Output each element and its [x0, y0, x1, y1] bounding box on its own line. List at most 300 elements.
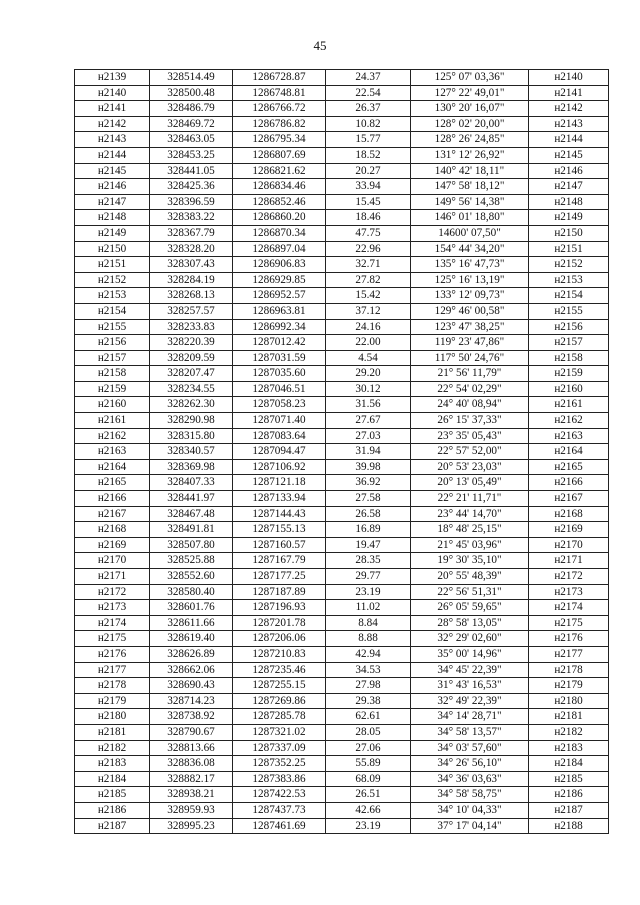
table-row — [75, 693, 609, 709]
x-coordinate-cell: 328262.30 — [150, 397, 233, 413]
bearing-cell: 154° 44' 34,20" — [411, 241, 529, 257]
point-from-cell: н2163 — [75, 444, 150, 460]
point-to-cell: н2180 — [529, 693, 609, 709]
x-coordinate-cell: 328340.57 — [150, 444, 233, 460]
point-to-cell: н2166 — [529, 475, 609, 491]
point-from-cell: н2141 — [75, 101, 150, 117]
distance-cell: 27.98 — [326, 678, 411, 694]
x-coordinate-cell: 328619.40 — [150, 631, 233, 647]
point-to-cell: н2149 — [529, 210, 609, 226]
table-row — [75, 569, 609, 585]
bearing-cell: 117° 50' 24,76" — [411, 350, 529, 366]
distance-cell: 11.02 — [326, 600, 411, 616]
bearing-cell: 18° 48' 25,15" — [411, 522, 529, 538]
point-to-cell: н2171 — [529, 553, 609, 569]
table-row — [75, 600, 609, 616]
y-coordinate-cell: 1286906.83 — [233, 257, 326, 273]
y-coordinate-cell: 1287133.94 — [233, 491, 326, 507]
distance-cell: 19.47 — [326, 537, 411, 553]
distance-cell: 62.61 — [326, 709, 411, 725]
y-coordinate-cell: 1287187.89 — [233, 584, 326, 600]
bearing-cell: 20° 13' 05,49" — [411, 475, 529, 491]
distance-cell: 26.37 — [326, 101, 411, 117]
y-coordinate-cell: 1287461.69 — [233, 818, 326, 834]
table-row — [75, 413, 609, 429]
distance-cell: 68.09 — [326, 771, 411, 787]
point-from-cell: н2178 — [75, 678, 150, 694]
bearing-cell: 127° 22' 49,01" — [411, 85, 529, 101]
distance-cell: 16.89 — [326, 522, 411, 538]
point-from-cell: н2155 — [75, 319, 150, 335]
point-to-cell: н2187 — [529, 802, 609, 818]
y-coordinate-cell: 1286786.82 — [233, 116, 326, 132]
table-row — [75, 319, 609, 335]
point-to-cell: н2178 — [529, 662, 609, 678]
point-from-cell: н2162 — [75, 428, 150, 444]
point-from-cell: н2157 — [75, 350, 150, 366]
distance-cell: 15.42 — [326, 288, 411, 304]
y-coordinate-cell: 1286952.57 — [233, 288, 326, 304]
page-number: 45 — [313, 38, 327, 53]
table-row — [75, 366, 609, 382]
bearing-cell: 128° 02' 20,00" — [411, 116, 529, 132]
table-row — [75, 70, 609, 86]
table-row — [75, 818, 609, 834]
point-to-cell: н2153 — [529, 272, 609, 288]
y-coordinate-cell: 1287201.78 — [233, 615, 326, 631]
bearing-cell: 34° 03' 57,60" — [411, 740, 529, 756]
distance-cell: 22.00 — [326, 335, 411, 351]
distance-cell: 27.82 — [326, 272, 411, 288]
table-row — [75, 397, 609, 413]
bearing-cell: 35° 00' 14,96" — [411, 646, 529, 662]
x-coordinate-cell: 328257.57 — [150, 303, 233, 319]
y-coordinate-cell: 1287167.79 — [233, 553, 326, 569]
x-coordinate-cell: 328552.60 — [150, 569, 233, 585]
table-row — [75, 210, 609, 226]
y-coordinate-cell: 1287321.02 — [233, 724, 326, 740]
point-to-cell: н2185 — [529, 771, 609, 787]
table-row — [75, 147, 609, 163]
y-coordinate-cell: 1287210.83 — [233, 646, 326, 662]
table-row — [75, 802, 609, 818]
bearing-cell: 34° 45' 22,39" — [411, 662, 529, 678]
point-from-cell: н2177 — [75, 662, 150, 678]
distance-cell: 29.38 — [326, 693, 411, 709]
distance-cell: 31.56 — [326, 397, 411, 413]
point-from-cell: н2153 — [75, 288, 150, 304]
y-coordinate-cell: 1286821.62 — [233, 163, 326, 179]
bearing-cell: 22° 57' 52,00" — [411, 444, 529, 460]
bearing-cell: 34° 36' 03,63" — [411, 771, 529, 787]
x-coordinate-cell: 328500.48 — [150, 85, 233, 101]
distance-cell: 24.37 — [326, 70, 411, 86]
point-from-cell: н2182 — [75, 740, 150, 756]
point-to-cell: н2170 — [529, 537, 609, 553]
point-to-cell: н2144 — [529, 132, 609, 148]
table-row — [75, 756, 609, 772]
table-row — [75, 444, 609, 460]
bearing-cell: 21° 56' 11,79" — [411, 366, 529, 382]
point-from-cell: н2159 — [75, 381, 150, 397]
point-to-cell: н2160 — [529, 381, 609, 397]
distance-cell: 39.98 — [326, 459, 411, 475]
point-to-cell: н2154 — [529, 288, 609, 304]
point-from-cell: н2179 — [75, 693, 150, 709]
x-coordinate-cell: 328467.48 — [150, 506, 233, 522]
table-row — [75, 459, 609, 475]
distance-cell: 20.27 — [326, 163, 411, 179]
table-row — [75, 724, 609, 740]
x-coordinate-cell: 328407.33 — [150, 475, 233, 491]
distance-cell: 15.77 — [326, 132, 411, 148]
point-from-cell: н2142 — [75, 116, 150, 132]
point-to-cell: н2158 — [529, 350, 609, 366]
point-to-cell: н2188 — [529, 818, 609, 834]
bearing-cell: 128° 26' 24,85" — [411, 132, 529, 148]
bearing-cell: 26° 15' 37,33" — [411, 413, 529, 429]
x-coordinate-cell: 328790.67 — [150, 724, 233, 740]
distance-cell: 30.12 — [326, 381, 411, 397]
point-from-cell: н2140 — [75, 85, 150, 101]
bearing-cell: 119° 23' 47,86" — [411, 335, 529, 351]
bearing-cell: 34° 10' 04,33" — [411, 802, 529, 818]
y-coordinate-cell: 1286870.34 — [233, 225, 326, 241]
bearing-cell: 147° 58' 18,12" — [411, 179, 529, 195]
y-coordinate-cell: 1286728.87 — [233, 70, 326, 86]
distance-cell: 22.96 — [326, 241, 411, 257]
y-coordinate-cell: 1287012.42 — [233, 335, 326, 351]
point-to-cell: н2155 — [529, 303, 609, 319]
point-to-cell: н2165 — [529, 459, 609, 475]
point-to-cell: н2184 — [529, 756, 609, 772]
y-coordinate-cell: 1287235.46 — [233, 662, 326, 678]
point-to-cell: н2161 — [529, 397, 609, 413]
bearing-cell: 135° 16' 47,73" — [411, 257, 529, 273]
y-coordinate-cell: 1287046.51 — [233, 381, 326, 397]
bearing-cell: 31° 43' 16,53" — [411, 678, 529, 694]
point-to-cell: н2145 — [529, 147, 609, 163]
bearing-cell: 146° 01' 18,80" — [411, 210, 529, 226]
point-to-cell: н2142 — [529, 101, 609, 117]
x-coordinate-cell: 328463.05 — [150, 132, 233, 148]
bearing-cell: 34° 58' 58,75" — [411, 787, 529, 803]
x-coordinate-cell: 328882.17 — [150, 771, 233, 787]
point-to-cell: н2168 — [529, 506, 609, 522]
x-coordinate-cell: 328441.97 — [150, 491, 233, 507]
y-coordinate-cell: 1287058.23 — [233, 397, 326, 413]
point-from-cell: н2185 — [75, 787, 150, 803]
point-to-cell: н2163 — [529, 428, 609, 444]
y-coordinate-cell: 1287155.13 — [233, 522, 326, 538]
point-from-cell: н2187 — [75, 818, 150, 834]
bearing-cell: 22° 21' 11,71" — [411, 491, 529, 507]
point-from-cell: н2174 — [75, 615, 150, 631]
table-row — [75, 101, 609, 117]
y-coordinate-cell: 1287106.92 — [233, 459, 326, 475]
bearing-cell: 131° 12' 26,92" — [411, 147, 529, 163]
x-coordinate-cell: 328307.43 — [150, 257, 233, 273]
bearing-cell: 34° 14' 28,71" — [411, 709, 529, 725]
table-row — [75, 335, 609, 351]
point-from-cell: н2173 — [75, 600, 150, 616]
table-body — [75, 70, 609, 834]
point-from-cell: н2156 — [75, 335, 150, 351]
table-row — [75, 272, 609, 288]
distance-cell: 15.45 — [326, 194, 411, 210]
y-coordinate-cell: 1287071.40 — [233, 413, 326, 429]
x-coordinate-cell: 328315.80 — [150, 428, 233, 444]
distance-cell: 28.35 — [326, 553, 411, 569]
y-coordinate-cell: 1287337.09 — [233, 740, 326, 756]
y-coordinate-cell: 1286795.34 — [233, 132, 326, 148]
point-from-cell: н2151 — [75, 257, 150, 273]
distance-cell: 42.94 — [326, 646, 411, 662]
bearing-cell: 129° 46' 00,58" — [411, 303, 529, 319]
x-coordinate-cell: 328525.88 — [150, 553, 233, 569]
table-row — [75, 506, 609, 522]
distance-cell: 8.84 — [326, 615, 411, 631]
table-row — [75, 646, 609, 662]
point-from-cell: н2172 — [75, 584, 150, 600]
bearing-cell: 133° 12' 09,73" — [411, 288, 529, 304]
bearing-cell: 22° 56' 51,31" — [411, 584, 529, 600]
x-coordinate-cell: 328268.13 — [150, 288, 233, 304]
table-row — [75, 709, 609, 725]
distance-cell: 26.58 — [326, 506, 411, 522]
point-from-cell: н2181 — [75, 724, 150, 740]
x-coordinate-cell: 328383.22 — [150, 210, 233, 226]
x-coordinate-cell: 328290.98 — [150, 413, 233, 429]
table-row — [75, 537, 609, 553]
point-to-cell: н2141 — [529, 85, 609, 101]
x-coordinate-cell: 328469.72 — [150, 116, 233, 132]
bearing-cell: 32° 49' 22,39" — [411, 693, 529, 709]
point-from-cell: н2150 — [75, 241, 150, 257]
table-row — [75, 194, 609, 210]
point-to-cell: н2148 — [529, 194, 609, 210]
bearing-cell: 140° 42' 18,11" — [411, 163, 529, 179]
bearing-cell: 20° 55' 48,39" — [411, 569, 529, 585]
table-row — [75, 225, 609, 241]
x-coordinate-cell: 328662.06 — [150, 662, 233, 678]
x-coordinate-cell: 328453.25 — [150, 147, 233, 163]
y-coordinate-cell: 1287255.15 — [233, 678, 326, 694]
x-coordinate-cell: 328690.43 — [150, 678, 233, 694]
point-from-cell: н2164 — [75, 459, 150, 475]
x-coordinate-cell: 328207.47 — [150, 366, 233, 382]
y-coordinate-cell: 1287160.57 — [233, 537, 326, 553]
y-coordinate-cell: 1287285.78 — [233, 709, 326, 725]
point-to-cell: н2162 — [529, 413, 609, 429]
x-coordinate-cell: 328738.92 — [150, 709, 233, 725]
table-row — [75, 241, 609, 257]
point-to-cell: н2181 — [529, 709, 609, 725]
y-coordinate-cell: 1287094.47 — [233, 444, 326, 460]
bearing-cell: 130° 20' 16,07" — [411, 101, 529, 117]
point-from-cell: н2166 — [75, 491, 150, 507]
bearing-cell: 37° 17' 04,14" — [411, 818, 529, 834]
point-from-cell: н2176 — [75, 646, 150, 662]
table-row — [75, 662, 609, 678]
y-coordinate-cell: 1287422.53 — [233, 787, 326, 803]
bearing-cell: 21° 45' 03,96" — [411, 537, 529, 553]
bearing-cell: 20° 53' 23,03" — [411, 459, 529, 475]
table-row — [75, 584, 609, 600]
distance-cell: 37.12 — [326, 303, 411, 319]
point-from-cell: н2161 — [75, 413, 150, 429]
distance-cell: 26.51 — [326, 787, 411, 803]
bearing-cell: 125° 16' 13,19" — [411, 272, 529, 288]
distance-cell: 27.58 — [326, 491, 411, 507]
y-coordinate-cell: 1287196.93 — [233, 600, 326, 616]
x-coordinate-cell: 328611.66 — [150, 615, 233, 631]
bearing-cell: 123° 47' 38,25" — [411, 319, 529, 335]
y-coordinate-cell: 1286748.81 — [233, 85, 326, 101]
y-coordinate-cell: 1286852.46 — [233, 194, 326, 210]
y-coordinate-cell: 1287352.25 — [233, 756, 326, 772]
point-to-cell: н2174 — [529, 600, 609, 616]
point-to-cell: н2140 — [529, 70, 609, 86]
bearing-cell: 24° 40' 08,94" — [411, 397, 529, 413]
point-from-cell: н2183 — [75, 756, 150, 772]
distance-cell: 36.92 — [326, 475, 411, 491]
table-row — [75, 787, 609, 803]
point-to-cell: н2173 — [529, 584, 609, 600]
y-coordinate-cell: 1287437.73 — [233, 802, 326, 818]
bearing-cell: 34° 58' 13,57" — [411, 724, 529, 740]
y-coordinate-cell: 1287121.18 — [233, 475, 326, 491]
point-from-cell: н2165 — [75, 475, 150, 491]
y-coordinate-cell: 1286963.81 — [233, 303, 326, 319]
y-coordinate-cell: 1287083.64 — [233, 428, 326, 444]
point-from-cell: н2160 — [75, 397, 150, 413]
bearing-cell: 23° 35' 05,43" — [411, 428, 529, 444]
point-from-cell: н2149 — [75, 225, 150, 241]
point-from-cell: н2154 — [75, 303, 150, 319]
y-coordinate-cell: 1287035.60 — [233, 366, 326, 382]
x-coordinate-cell: 328328.20 — [150, 241, 233, 257]
y-coordinate-cell: 1286834.46 — [233, 179, 326, 195]
table-row — [75, 522, 609, 538]
table-row — [75, 163, 609, 179]
table-row — [75, 553, 609, 569]
table-row — [75, 491, 609, 507]
point-from-cell: н2143 — [75, 132, 150, 148]
table-row — [75, 257, 609, 273]
y-coordinate-cell: 1286860.20 — [233, 210, 326, 226]
x-coordinate-cell: 328714.23 — [150, 693, 233, 709]
point-from-cell: н2139 — [75, 70, 150, 86]
distance-cell: 31.94 — [326, 444, 411, 460]
bearing-cell: 149° 56' 14,38" — [411, 194, 529, 210]
point-from-cell: н2169 — [75, 537, 150, 553]
point-from-cell: н2171 — [75, 569, 150, 585]
table-row — [75, 631, 609, 647]
y-coordinate-cell: 1286929.85 — [233, 272, 326, 288]
bearing-cell: 22° 54' 02,29" — [411, 381, 529, 397]
coordinates-table — [74, 69, 609, 834]
point-to-cell: н2150 — [529, 225, 609, 241]
point-from-cell: н2148 — [75, 210, 150, 226]
point-to-cell: н2146 — [529, 163, 609, 179]
table-row — [75, 428, 609, 444]
x-coordinate-cell: 328626.89 — [150, 646, 233, 662]
point-from-cell: н2186 — [75, 802, 150, 818]
x-coordinate-cell: 328938.21 — [150, 787, 233, 803]
point-to-cell: н2143 — [529, 116, 609, 132]
point-from-cell: н2184 — [75, 771, 150, 787]
point-from-cell: н2144 — [75, 147, 150, 163]
x-coordinate-cell: 328369.98 — [150, 459, 233, 475]
table-row — [75, 771, 609, 787]
y-coordinate-cell: 1286807.69 — [233, 147, 326, 163]
bearing-cell: 14600' 07,50" — [411, 225, 529, 241]
point-to-cell: н2159 — [529, 366, 609, 382]
point-to-cell: н2152 — [529, 257, 609, 273]
point-to-cell: н2182 — [529, 724, 609, 740]
x-coordinate-cell: 328580.40 — [150, 584, 233, 600]
y-coordinate-cell: 1286766.72 — [233, 101, 326, 117]
table-row — [75, 678, 609, 694]
distance-cell: 18.46 — [326, 210, 411, 226]
y-coordinate-cell: 1286897.04 — [233, 241, 326, 257]
x-coordinate-cell: 328836.08 — [150, 756, 233, 772]
distance-cell: 23.19 — [326, 818, 411, 834]
distance-cell: 27.06 — [326, 740, 411, 756]
bearing-cell: 28° 58' 13,05" — [411, 615, 529, 631]
point-from-cell: н2147 — [75, 194, 150, 210]
point-to-cell: н2156 — [529, 319, 609, 335]
y-coordinate-cell: 1287206.06 — [233, 631, 326, 647]
distance-cell: 42.66 — [326, 802, 411, 818]
y-coordinate-cell: 1287031.59 — [233, 350, 326, 366]
point-from-cell: н2146 — [75, 179, 150, 195]
distance-cell: 27.67 — [326, 413, 411, 429]
x-coordinate-cell: 328959.93 — [150, 802, 233, 818]
point-from-cell: н2167 — [75, 506, 150, 522]
table-row — [75, 615, 609, 631]
point-to-cell: н2157 — [529, 335, 609, 351]
x-coordinate-cell: 328601.76 — [150, 600, 233, 616]
distance-cell: 33.94 — [326, 179, 411, 195]
bearing-cell: 125° 07' 03,36" — [411, 70, 529, 86]
distance-cell: 8.88 — [326, 631, 411, 647]
x-coordinate-cell: 328995.23 — [150, 818, 233, 834]
y-coordinate-cell: 1287144.43 — [233, 506, 326, 522]
point-from-cell: н2168 — [75, 522, 150, 538]
x-coordinate-cell: 328220.39 — [150, 335, 233, 351]
x-coordinate-cell: 328233.83 — [150, 319, 233, 335]
table-row — [75, 116, 609, 132]
distance-cell: 27.03 — [326, 428, 411, 444]
distance-cell: 4.54 — [326, 350, 411, 366]
table-row — [75, 740, 609, 756]
table-row — [75, 288, 609, 304]
x-coordinate-cell: 328441.05 — [150, 163, 233, 179]
bearing-cell: 23° 44' 14,70" — [411, 506, 529, 522]
x-coordinate-cell: 328396.59 — [150, 194, 233, 210]
distance-cell: 22.54 — [326, 85, 411, 101]
distance-cell: 28.05 — [326, 724, 411, 740]
point-to-cell: н2151 — [529, 241, 609, 257]
distance-cell: 32.71 — [326, 257, 411, 273]
point-to-cell: н2175 — [529, 615, 609, 631]
y-coordinate-cell: 1287269.86 — [233, 693, 326, 709]
table-row — [75, 381, 609, 397]
x-coordinate-cell: 328491.81 — [150, 522, 233, 538]
x-coordinate-cell: 328367.79 — [150, 225, 233, 241]
